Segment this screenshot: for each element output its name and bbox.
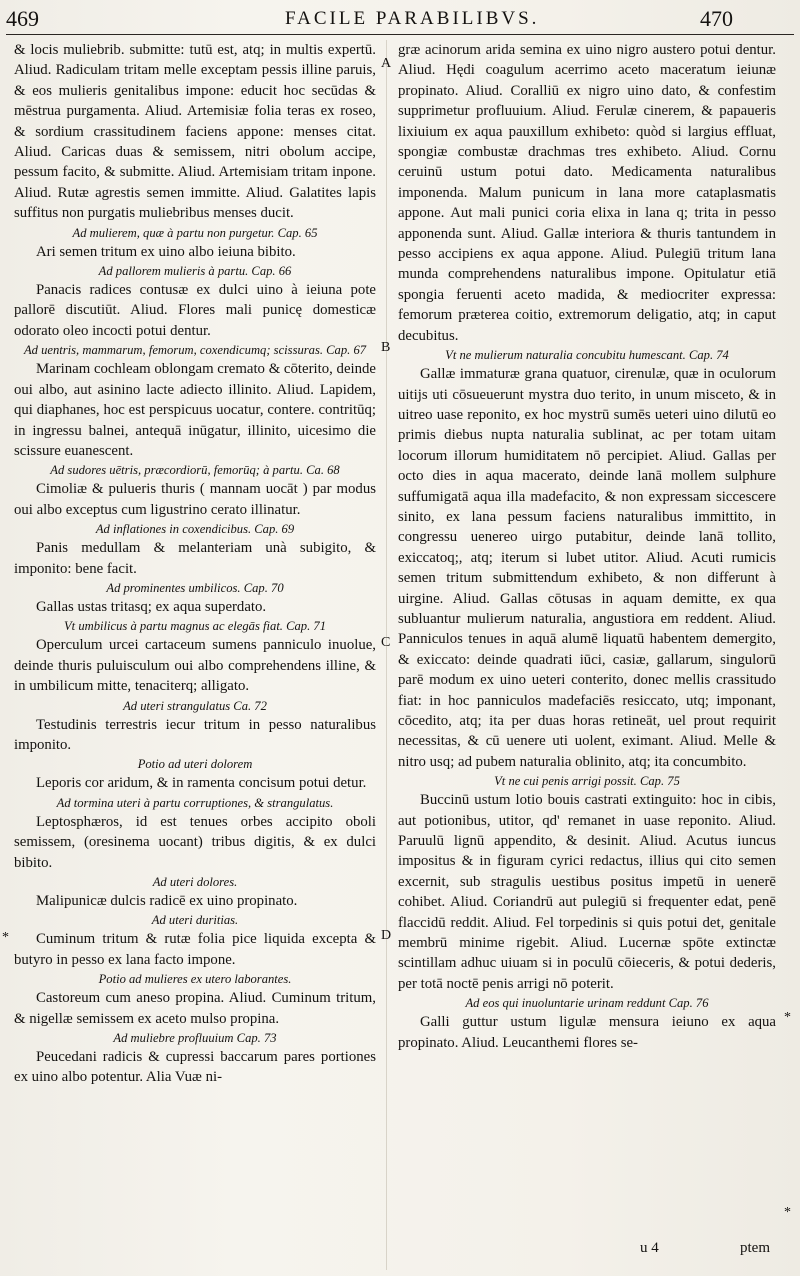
margin-asterisk-right-1: * [784, 1010, 791, 1025]
text-paragraph: Gallas ustas tritasq; ex aqua superdato. [36, 598, 267, 615]
running-title: FACILE PARABILIBVS. [285, 8, 540, 29]
chapter-heading: Ad uteri strangulatus Ca. 72 [123, 698, 267, 713]
text-paragraph: Leptosphæros, id est tenues orbes accipito oboli semissem, (oresinema uocant) tribus digitis, & ex dulci bibito. [14, 813, 376, 871]
chapter-heading: Potio ad uteri dolorem [137, 757, 253, 772]
chapter-heading: Ad tormina uteri à partu corruptiones, & strangulatus. [56, 795, 334, 810]
left-text-column [14, 40, 376, 1088]
right-text-column [398, 40, 776, 1053]
margin-letter-b: B [381, 340, 391, 355]
text-paragraph: & locis muliebrib. submitte: tutū est, atq; in multis expertū. Aliud. Radiculam tritam melle exceptam pessis illine paruis, & eos mulieris genitalibus impone: educit hoc secūdas & mēstrua purgamenta. Aliud. Artemisiæ folia teras ex roseo, & sordium crassitudinem faciens appone: menses citat. Aliud. Caricas duas & semissem, nitri obolum accipe, pessum facito, & submitte. Aliud. Artemisiam tritam inpone. Aliud. Rutæ agrestis semen immitte. Aliud. Galatites lapis suffitus non purgatis muliebribus menses ducit. [14, 42, 376, 222]
text-paragraph: Marinam cochleam oblongam cremato & cōterito, deinde oui albo, aut asinino lacte adiecto illinito. Aliud. Lapidem, qui diaphanes, hoc est perspicuus uocatur, contere. contritūq; in ingressu balnei, antequā inūgatur, illinito, uicesimo die scissure euanescent. [14, 361, 376, 459]
text-paragraph: Panacis radices contusæ ex dulci uino à ieiuna pote pallorē discutiūt. Aliud. Flores mali punicę domesticæ odorato oleo incocti potui dentur. [14, 282, 376, 339]
chapter-heading: Vt ne cui penis arrigi possit. Cap. 75 [494, 774, 680, 789]
catchword: ptem [740, 1240, 770, 1256]
text-paragraph: Ari semen tritum ex uino albo ieiuna bibito. [36, 243, 296, 260]
text-paragraph: Cimoliæ & pulueris thuris ( mannam uocāt ) par modus oui albo exceptus cum ligustrino cerato illinatur. [14, 481, 376, 518]
text-paragraph: Malipunicæ dulcis radicē ex uino propinato. [36, 893, 298, 909]
chapter-heading: Ad uentris, mammarum, femorum, coxendicumq; scissuras. Cap. 67 [23, 343, 367, 358]
chapter-heading: Ad eos qui inuoluntarie urinam reddunt Cap. 76 [465, 996, 709, 1011]
chapter-heading: Ad pallorem mulieris à partu. Cap. 66 [98, 264, 292, 279]
text-paragraph: Panis medullam & melanteriam unà subigito, & imponito: bene facit. [14, 540, 376, 577]
chapter-heading: Vt umbilicus à partu magnus ac elegās fiat. Cap. 71 [63, 619, 326, 634]
margin-letter-c: C [381, 635, 391, 650]
folio-number-left: 469 [6, 6, 39, 31]
column-gutter [386, 40, 387, 1270]
text-paragraph: Cuminum tritum & rutæ folia pice liquida excepta & butyro in pesso ex lana facto impone. [14, 931, 376, 968]
text-paragraph: Leporis cor aridum, & in ramenta concisum potui detur. [36, 775, 367, 792]
text-paragraph: Testudinis terrestris iecur tritum in pesso naturalibus imponito. [14, 716, 376, 753]
header-rule [6, 34, 794, 35]
page-header [0, 4, 800, 32]
text-paragraph: Peucedani radicis & cupressi baccarum pares portiones ex uino albo potentur. Alia Vuæ ni- [14, 1049, 376, 1086]
chapter-heading: Ad muliebre profluuium Cap. 73 [113, 1031, 277, 1046]
text-paragraph: græ acinorum arida semina ex uino nigro austero potui dentur. Aliud. Hędi coagulum acerrimo aceto maceratum ieiunæ propinato. Aliud. Coralliū ex nigro uino dato, & confestim supprimetur profluuium. Aliud. Ferulæ cinerem, & papaueris lixiuium ex aqua pauxillum exhibeto: quòd si largius effluat, spongiæ combustæ drachmas tres exhibeto. Aliud. Cornu ceruinū ustum potui dato. Medicamenta naturalibus imponenda. Malum punicum in lana more cataplasmatis appone. Aut mali punici coria elixa in lana q; trita in pesso apponenda sunt. Aliud. Gallæ interiora & thuris tantundem in pesso accipiens ex aqua appone. Aliud. Pulegiū tritum lana munda comprehendens naturalibus impone. Opitulatur etiā spongia feruenti aceto madida, & mediocriter expressa: femorum præterea coitio, extremorum deligatio, atq; in caput decubitus. [398, 42, 776, 344]
chapter-heading: Ad inflationes in coxendicibus. Cap. 69 [95, 522, 295, 537]
chapter-heading: Ad prominentes umbilicos. Cap. 70 [106, 580, 284, 595]
chapter-heading: Ad uteri dolores. [152, 875, 238, 889]
chapter-heading: Potio ad mulieres ex utero laborantes. [98, 972, 292, 987]
text-paragraph: Galli guttur ustum ligulæ mensura ieiuno ex aqua propinato. Aliud. Leucanthemi flores se- [398, 1014, 776, 1051]
folio-number-right: 470 [700, 6, 733, 31]
chapter-heading: Vt ne mulierum naturalia concubitu humescant. Cap. 74 [445, 348, 729, 363]
text-paragraph: Gallæ immaturæ grana quatuor, cirenulæ, quæ in oculorum uitijs uti cōsueuerunt mystra duo terito, in unum misceto, & in uitreo uase reponito, ex hoc mystrū sumēs ueteri uino dilutū eo primis diebus nupta naturalia sublinat, ac per totam uitam locorum illorum humiditatem nō percipiet. Aliud. Gallas per octo dies in aqua macerato, deinde lanā mollem sulphure suffumigatā aqua illa madefacito, & non expressam siccescere sinito, ex lana pessum faciens naturalibus immittito, in congressu uenereo uirgo putabitur, deinde lanā tollito, exiccatoq;, atq; iterum si lubet utitor. Aliud. Acuti rumicis semen tritum submittendum exhibeto, & non differunt à uirgine. Aliud. Gallas cōtusas in aquam demitte, ex qua subluantur mulierum naturalia, angustiora em reddent. Aliud. Panniculos tenues in aquā alumē liquatū habentem demergito, & exiccato: deinde quadrati iūci, casiæ, gallarum, singulorū parē modum ex uino ueteri conterito, donec mellis crassitudo fiat: in hoc panniculos madefaciēs resiccato, utq; imponant, cōcedito, atq; ita per duas horas retineāt, uel prout requirit necessitas, & cū uenere uti uolent, eximant. Aliud. Melle & nitro usq; ad pubem naturalia oblinito, atq; ita concumbito. [398, 366, 776, 770]
chapter-heading: Ad sudores uētris, præcordiorū, femorūq; à partu. Ca. 68 [50, 463, 340, 478]
text-paragraph: Castoreum cum aneso propina. Aliud. Cuminum tritum, & nigellæ semissem ex aceto mulso propina. [14, 990, 376, 1027]
signature-mark: u 4 [640, 1240, 659, 1256]
margin-asterisk-right-2: * [784, 1205, 791, 1220]
margin-letter-a: A [381, 56, 392, 71]
chapter-heading: Ad mulierem, quæ à partu non purgetur. Cap. 65 [72, 225, 318, 240]
margin-letter-d: D [381, 928, 392, 943]
chapter-heading: Ad uteri duritias. [151, 913, 239, 928]
text-paragraph: Buccinū ustum lotio bouis castrati extinguito: hoc in cibis, aut potionibus, utitor, qd' remanet in uase reponito. Aliud. Paruulū lignū appendito, & desinit. Aliud. Acutus iuncus impositus & in figuram cyrici redactus, illius qui cito semen excernit, sub stragulis uestibus positus impetū in uenerē cohibet. Aliud. Coriandrū aut pulegiū si frequenter edat, penē flaccidū reddit. Aliud. Fel torpedinis si quis potui det, genitale membrū minime rigebit. Aliud. Lucernæ spōte extinctæ scintillam adhuc uiuam si in poculū cōieceris, & potui dederis, per totā noctē penis arrigi nō poterit. [398, 792, 776, 992]
text-paragraph: Operculum urcei cartaceum sumens panniculo inuolue, deinde thuris puluisculum oui albo comprehendens illine, & in umbilicum mitte, tenaciterq; alligato. [14, 637, 376, 695]
margin-asterisk-left: * [2, 930, 9, 945]
